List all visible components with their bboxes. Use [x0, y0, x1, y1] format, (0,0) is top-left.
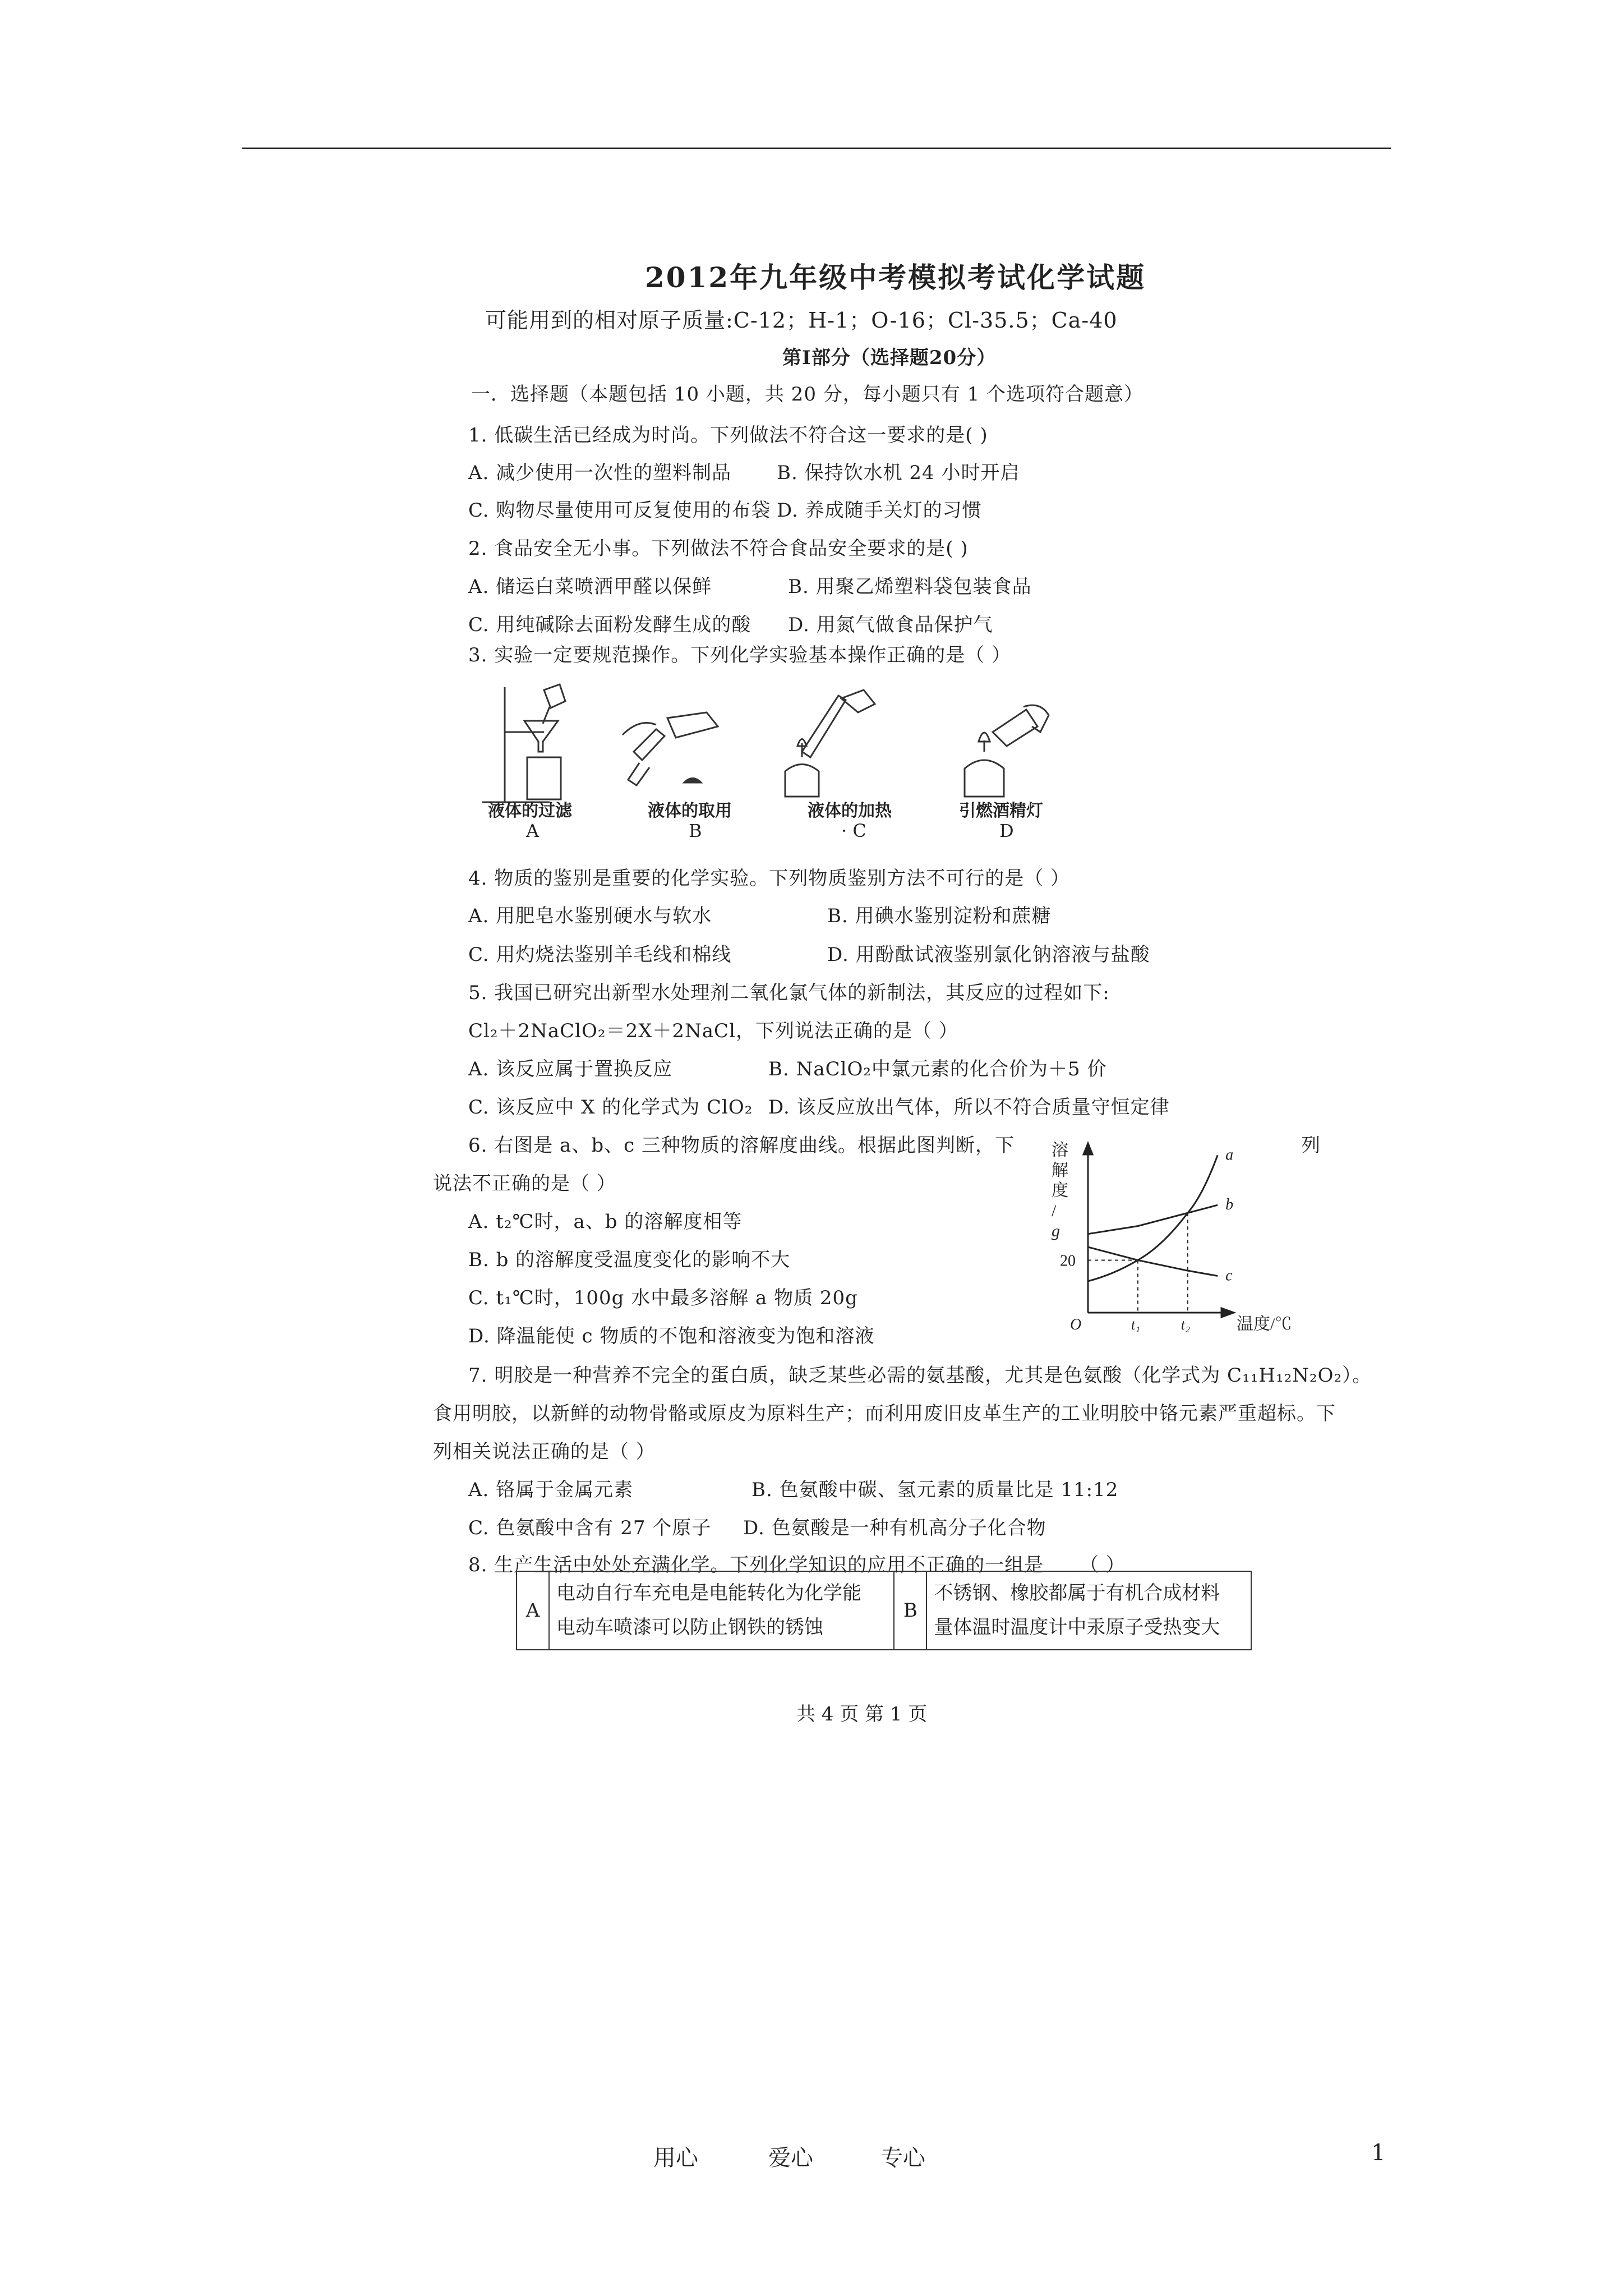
q8-table: [516, 1571, 1252, 1650]
q4-option-c: C. 用灼烧法鉴别羊毛线和棉线: [468, 944, 732, 966]
q5-option-c: C. 该反应中 X 的化学式为 ClO₂: [468, 1096, 753, 1119]
q8-a-line2: 电动车喷漆可以防止钢铁的锈蚀: [556, 1616, 823, 1639]
light-lamp-figure: [965, 705, 1049, 797]
liquid-heating-figure: [785, 690, 875, 797]
q8-cell-b: [926, 1571, 1251, 1650]
figure-c-letter: · C: [841, 820, 866, 841]
y-axis-label-char-0: 溶: [1052, 1141, 1068, 1159]
q8-b-line2: 量体温时温度计中汞原子受热变大: [934, 1616, 1220, 1639]
figure-d-label: 引燃酒精灯: [959, 801, 1043, 821]
page-count: 共 4 页 第 1 页: [796, 1703, 928, 1726]
curve-label-c: c: [1225, 1267, 1233, 1285]
q3-stem: 3. 实验一定要规范操作。下列化学实验基本操作正确的是（ ）: [468, 644, 1012, 666]
q4-option-d: D. 用酚酞试液鉴别氯化钠溶液与盐酸: [827, 944, 1150, 966]
q6-option-a: A. t₂℃时，a、b 的溶解度相等: [468, 1211, 743, 1233]
q6-stem-tail: 列: [1301, 1134, 1321, 1157]
q8-table-row: [517, 1571, 1251, 1650]
exam-title: 2012年九年级中考模拟考试化学试题: [645, 261, 1146, 294]
q7-option-d: D. 色氨酸是一种有机高分子化合物: [743, 1517, 1046, 1539]
q4-stem: 4. 物质的鉴别是重要的化学实验。下列物质鉴别方法不可行的是（ ）: [468, 867, 1071, 890]
q5-stem: 5. 我国已研究出新型水处理剂二氧化氯气体的新制法，其反应的过程如下:: [468, 982, 1110, 1004]
q2-option-c: C. 用纯碱除去面粉发酵生成的酸: [468, 614, 751, 636]
q6-option-b: B. b 的溶解度受温度变化的影响不大: [468, 1249, 791, 1271]
origin-label: O: [1070, 1316, 1082, 1333]
y-tick-20: 20: [1060, 1252, 1076, 1270]
figure-a-label: 液体的过滤: [488, 801, 572, 821]
q5-option-a: A. 该反应属于置换反应: [468, 1058, 673, 1080]
figure-c-label: 液体的加热: [808, 801, 892, 821]
q7-line1: 7. 明胶是一种营养不完全的蛋白质，缺乏某些必需的氨基酸，尤其是色氨酸（化学式为 C₁₁H₁₂N₂O₂）。: [468, 1364, 1372, 1387]
page-number: 1: [1371, 2140, 1386, 2166]
y-axis-label-char-4: g: [1052, 1222, 1060, 1240]
q8-a-line1: 电动自行车充电是电能转化为化学能: [556, 1582, 861, 1604]
q7-option-b: B. 色氨酸中碳、氢元素的质量比是 11:12: [751, 1479, 1119, 1501]
x-axis-label: 温度/℃: [1237, 1315, 1292, 1333]
curve-label-b: b: [1225, 1196, 1234, 1214]
y-axis-label-char-1: 解: [1052, 1161, 1068, 1180]
q5-option-b: B. NaClO₂中氯元素的化合价为＋5 价: [768, 1058, 1107, 1080]
figure-b-letter: B: [689, 820, 702, 841]
q6-option-c: C. t₁℃时，100g 水中最多溶解 a 物质 20g: [468, 1287, 858, 1309]
q1-stem: 1. 低碳生活已经成为时尚。下列做法不符合这一要求的是( ): [468, 424, 988, 447]
q2-option-b: B. 用聚乙烯塑料袋包装食品: [788, 576, 1032, 598]
q2-option-a: A. 储运白菜喷洒甲醛以保鲜: [468, 576, 712, 598]
x-tick-t2: t₂: [1181, 1317, 1191, 1333]
q8-cell-a-label: A: [517, 1571, 549, 1650]
filtration-figure: [482, 684, 565, 802]
solubility-chart: [1038, 1133, 1307, 1335]
lab-operations-figure: [471, 679, 1122, 808]
q1-option-c: C. 购物尽量使用可反复使用的布袋: [468, 499, 771, 522]
y-axis-label-char-2: 度: [1052, 1181, 1068, 1200]
q4-option-b: B. 用碘水鉴别淀粉和蔗糖: [827, 905, 1052, 927]
q8-paren: （ ）: [1080, 1554, 1126, 1576]
footer-motto-3: 专心: [880, 2145, 925, 2171]
q1-option-b: B. 保持饮水机 24 小时开启: [777, 462, 1020, 484]
q1-option-d: D. 养成随手关灯的习惯: [777, 499, 982, 522]
figure-a-letter: A: [526, 820, 540, 841]
q8-stem: 8. 生产生活中处处充满化学。下列化学知识的应用不正确的一组是: [468, 1554, 1044, 1576]
q1-option-a: A. 减少使用一次性的塑料制品: [468, 462, 732, 484]
part-heading: 第Ⅰ部分（选择题20分）: [782, 347, 997, 369]
q2-option-d: D. 用氮气做食品保护气: [788, 614, 993, 636]
q7-option-c: C. 色氨酸中含有 27 个原子: [468, 1517, 712, 1539]
curve-a: [1088, 1155, 1218, 1281]
q4-option-a: A. 用肥皂水鉴别硬水与软水: [468, 905, 712, 927]
curve-label-a: a: [1225, 1146, 1234, 1164]
atomic-mass-line: 可能用到的相对原子质量:C-12；H-1；O-16；Cl-35.5；Ca-40: [485, 308, 1118, 333]
y-axis-label-char-3: /: [1052, 1202, 1057, 1220]
q7-line3: 列相关说法正确的是（ ）: [433, 1441, 656, 1463]
x-tick-t1: t₁: [1131, 1317, 1141, 1333]
q5-equation: Cl₂＋2NaClO₂＝2X＋2NaCl，下列说法正确的是（ ）: [468, 1020, 958, 1042]
q8-cell-a: [549, 1571, 894, 1650]
q6-option-d: D. 降温能使 c 物质的不饱和溶液变为饱和溶液: [468, 1325, 875, 1347]
q6-stem-2: 说法不正确的是（ ）: [433, 1172, 616, 1195]
curve-c: [1088, 1247, 1218, 1276]
figure-d-letter: D: [999, 820, 1014, 841]
q7-option-a: A. 铬属于金属元素: [468, 1479, 634, 1501]
curve-b: [1088, 1205, 1218, 1234]
q6-stem-1: 6. 右图是 a、b、c 三种物质的溶解度曲线。根据此图判断，下: [468, 1134, 1015, 1157]
footer-motto-1: 用心: [653, 2145, 698, 2171]
q7-line2: 食用明胶，以新鲜的动物骨骼或原皮为原料生产；而利用废旧皮革生产的工业明胶中铬元素严重超标。下: [433, 1402, 1336, 1425]
q5-option-d: D. 该反应放出气体，所以不符合质量守恒定律: [768, 1096, 1170, 1119]
footer-motto-2: 爱心: [768, 2145, 813, 2171]
q2-stem: 2. 食品安全无小事。下列做法不符合食品安全要求的是( ): [468, 537, 969, 560]
top-rule: [242, 148, 1391, 149]
liquid-taking-figure: [623, 712, 718, 785]
section-heading: 一．选择题（本题包括 10 小题，共 20 分，每小题只有 1 个选项符合题意）: [471, 383, 1144, 406]
q8-b-line1: 不锈钢、橡胶都属于有机合成材料: [934, 1582, 1220, 1604]
figure-b-label: 液体的取用: [648, 801, 732, 821]
q8-cell-b-label: B: [894, 1571, 926, 1650]
